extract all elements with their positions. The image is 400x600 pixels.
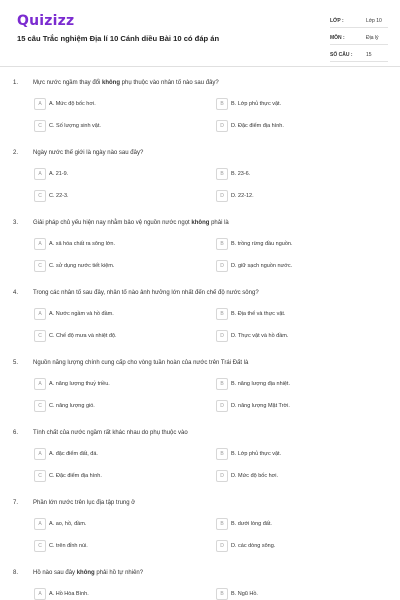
answer-option-b[interactable] [216, 518, 366, 530]
option-letter-box: C [34, 260, 46, 272]
question-number: 4. [13, 290, 19, 296]
option-text: A. 21-9. [49, 171, 69, 177]
option-letter-box: D [216, 400, 228, 412]
answer-option-d[interactable] [216, 470, 366, 482]
option-text: B. dưới lòng đất. [231, 521, 272, 527]
question-text [33, 570, 363, 576]
option-text: C. Đặc điểm địa hình. [49, 473, 102, 479]
answer-option-a[interactable] [34, 518, 184, 530]
question-item [0, 500, 400, 570]
option-text: A. ao, hồ, đầm. [49, 521, 87, 527]
option-letter-box: A [34, 518, 46, 530]
answer-option-a[interactable] [34, 98, 184, 110]
option-letter-box: B [216, 98, 228, 110]
answer-option-d[interactable] [216, 330, 366, 342]
answer-option-d[interactable] [216, 120, 366, 132]
question-text [33, 220, 363, 226]
option-text: C. sử dụng nước tiết kiệm. [49, 263, 115, 269]
question-number: 5. [13, 360, 19, 366]
option-text: D. Thực vật và hồ đầm. [231, 333, 289, 339]
answer-option-d[interactable] [216, 540, 366, 552]
meta-row-grade [330, 14, 388, 28]
question-text-part: Nguồn năng lượng chính cung cấp cho vòng tuần hoàn của nước trên Trái Đất là [33, 360, 249, 366]
answer-option-b[interactable] [216, 588, 366, 600]
question-text-part: Hồ nào sau đây [33, 570, 77, 576]
answer-option-b[interactable] [216, 448, 366, 460]
meta-label: LỚP : [330, 17, 344, 24]
question-number: 8. [13, 570, 19, 576]
header [0, 0, 400, 64]
option-text: A. xả hóa chất ra sông lớn. [49, 241, 115, 247]
option-letter-box: B [216, 448, 228, 460]
option-text: D. Đặc điểm địa hình. [231, 123, 284, 129]
question-text-part: Tính chất của nước ngầm rất khác nhau do phụ thuộc vào [33, 430, 188, 436]
question-number: 7. [13, 500, 19, 506]
answer-option-a[interactable] [34, 238, 184, 250]
answer-option-b[interactable] [216, 238, 366, 250]
meta-value: 15 [366, 51, 372, 58]
option-letter-box: A [34, 588, 46, 600]
option-text: D. 22-12. [231, 193, 254, 199]
option-letter-box: A [34, 238, 46, 250]
meta-row-subject [330, 31, 388, 45]
answer-option-c[interactable] [34, 470, 184, 482]
answer-option-a[interactable] [34, 308, 184, 320]
option-text: D. giữ sạch nguồn nước. [231, 263, 293, 269]
option-letter-box: D [216, 330, 228, 342]
question-text-emphasis: không [102, 80, 120, 86]
question-text-part: Trong các nhân tố sau đây, nhân tố nào ảnh hưởng lớn nhất đến chế độ nước sông? [33, 290, 259, 296]
option-text: A. năng lượng thuỷ triều. [49, 381, 110, 387]
answer-option-c[interactable] [34, 190, 184, 202]
option-text: B. 23-6. [231, 171, 251, 177]
option-letter-box: D [216, 190, 228, 202]
option-text: C. Số lượng sinh vật. [49, 123, 101, 129]
option-letter-box: C [34, 470, 46, 482]
question-item [0, 360, 400, 430]
option-text: B. trồng rừng đầu nguồn. [231, 241, 293, 247]
option-text: C. Chế độ mưa và nhiệt độ. [49, 333, 117, 339]
answer-option-c[interactable] [34, 400, 184, 412]
option-letter-box: A [34, 448, 46, 460]
answer-option-c[interactable] [34, 260, 184, 272]
answer-option-c[interactable] [34, 540, 184, 552]
option-text: A. Nước ngầm và hồ đầm. [49, 311, 114, 317]
question-item [0, 80, 400, 150]
answer-option-d[interactable] [216, 260, 366, 272]
question-text-part: phụ thuộc vào nhân tố nào sau đây? [120, 80, 219, 86]
question-text-part: phải là [209, 220, 229, 226]
option-letter-box: D [216, 470, 228, 482]
question-text-part: Giải pháp chủ yếu hiện nay nhằm bảo vệ nguồn nước ngọt [33, 220, 192, 226]
meta-value: Lớp 10 [366, 17, 382, 24]
question-number: 2. [13, 150, 19, 156]
question-text [33, 360, 363, 366]
question-text [33, 150, 363, 156]
option-text: A. Mức độ bốc hơi. [49, 101, 96, 107]
option-letter-box: C [34, 190, 46, 202]
option-text: B. Lớp phủ thực vật. [231, 101, 282, 107]
option-text: D. các dòng sông. [231, 543, 276, 549]
question-item [0, 220, 400, 290]
question-text-part: Phần lớn nước trên lục địa tập trung ở [33, 500, 136, 506]
option-letter-box: D [216, 540, 228, 552]
option-text: C. năng lượng gió. [49, 403, 95, 409]
option-letter-box: B [216, 378, 228, 390]
question-text [33, 290, 363, 296]
option-text: D. Mức độ bốc hơi. [231, 473, 279, 479]
question-text [33, 430, 363, 436]
option-letter-box: B [216, 168, 228, 180]
question-number: 3. [13, 220, 19, 226]
answer-option-d[interactable] [216, 190, 366, 202]
header-divider [0, 66, 400, 67]
meta-panel [330, 14, 388, 65]
answer-option-a[interactable] [34, 448, 184, 460]
question-text-part: Ngày nước thế giới là ngày nào sau đây? [33, 150, 144, 156]
answer-option-b[interactable] [216, 308, 366, 320]
answer-option-a[interactable] [34, 588, 184, 600]
page-title: 15 câu Trắc nghiệm Địa lí 10 Cánh diều Bài 10 có đáp án [17, 34, 220, 43]
option-text: B. năng lượng địa nhiệt. [231, 381, 290, 387]
option-text: C. 22-3. [49, 193, 69, 199]
option-letter-box: D [216, 120, 228, 132]
option-text: B. Ngũ Hồ. [231, 591, 258, 597]
answer-option-b[interactable] [216, 168, 366, 180]
option-letter-box: A [34, 98, 46, 110]
option-letter-box: B [216, 308, 228, 320]
meta-value: Địa lý [366, 34, 379, 41]
question-item [0, 150, 400, 220]
question-number: 1. [13, 80, 19, 86]
option-text: B. Địa thế và thực vật. [231, 311, 286, 317]
answer-option-b[interactable] [216, 98, 366, 110]
option-letter-box: D [216, 260, 228, 272]
meta-label: SỐ CÂU : [330, 51, 353, 58]
option-text: B. Lớp phủ thực vật. [231, 451, 282, 457]
option-text: D. năng lượng Mặt Trời. [231, 403, 290, 409]
option-text: C. trên đỉnh núi. [49, 543, 88, 549]
question-text [33, 80, 363, 86]
option-letter-box: C [34, 400, 46, 412]
question-number: 6. [13, 430, 19, 436]
answer-option-c[interactable] [34, 120, 184, 132]
question-text-emphasis: không [76, 570, 95, 576]
option-letter-box: C [34, 120, 46, 132]
option-text: A. Hồ Hòa Bình. [49, 591, 89, 597]
question-text-part: Mực nước ngầm thay đổi [33, 80, 102, 86]
meta-label: MÔN : [330, 34, 345, 41]
option-letter-box: A [34, 308, 46, 320]
option-letter-box: A [34, 168, 46, 180]
answer-option-c[interactable] [34, 330, 184, 342]
answer-option-a[interactable] [34, 378, 184, 390]
quizizz-logo[interactable]: Quizizz [17, 13, 75, 29]
question-text-emphasis: không [191, 220, 210, 226]
answer-option-b[interactable] [216, 378, 366, 390]
question-text-part: phải hồ tự nhiên? [94, 570, 144, 576]
answer-option-d[interactable] [216, 400, 366, 412]
option-letter-box: C [34, 330, 46, 342]
question-item [0, 570, 400, 600]
question-list [0, 80, 400, 600]
question-item [0, 290, 400, 360]
option-letter-box: B [216, 588, 228, 600]
option-letter-box: A [34, 378, 46, 390]
option-letter-box: C [34, 540, 46, 552]
option-letter-box: B [216, 518, 228, 530]
question-item [0, 430, 400, 500]
answer-option-a[interactable] [34, 168, 184, 180]
option-letter-box: B [216, 238, 228, 250]
meta-row-count [330, 48, 388, 62]
option-text: A. đặc điểm đất, đá. [49, 451, 98, 457]
question-text [33, 500, 363, 506]
